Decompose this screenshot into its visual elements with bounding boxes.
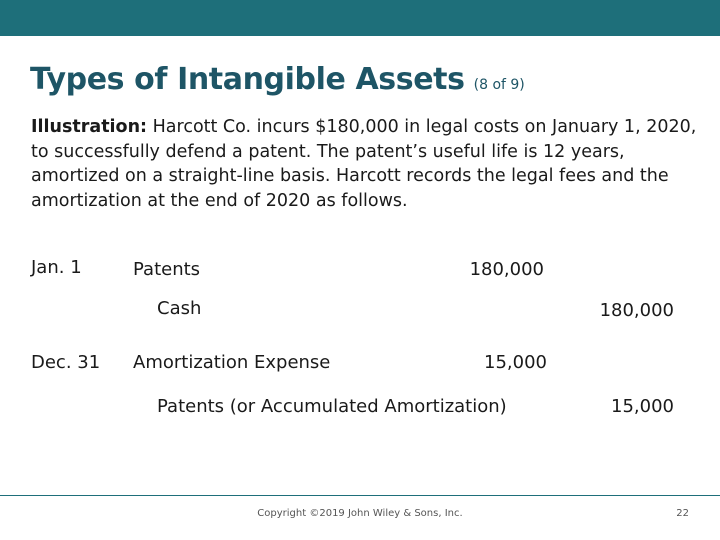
entry-1-debit-amount: 180,000 [469,259,544,280]
entry-1-credit-account: Cash [157,298,202,319]
entry-2-debit-amount: 15,000 [484,352,547,373]
copyright-notice: Copyright ©2019 John Wiley & Sons, Inc. [257,508,463,519]
slide-title [30,62,525,97]
header-bar [0,0,720,36]
entry-2-debit-account: Amortization Expense [133,352,331,373]
illustration-text: Harcott Co. incurs $180,000 in legal costs on January 1, 2020, to successfully defend a patent. The patent’s useful life is 12 years, amortized on a straight-line basis. Harcott records the legal fees and the amortization at the end of 2020 as follows. [31,117,697,211]
entry-2-credit-account: Patents (or Accumulated Amortization) [157,396,507,417]
entry-1-date: Jan. 1 [31,257,82,278]
title-main: Types of Intangible Assets [30,62,465,97]
entry-1-credit-amount: 180,000 [599,300,674,321]
page-number: 22 [676,508,689,519]
entry-2-date: Dec. 31 [31,352,101,373]
footer-divider [0,495,720,496]
title-suffix: (8 of 9) [473,77,525,93]
entry-1-debit-account: Patents [133,259,201,280]
illustration-paragraph [31,115,706,213]
illustration-label: Illustration: [31,117,148,137]
entry-2-credit-amount: 15,000 [611,396,674,417]
